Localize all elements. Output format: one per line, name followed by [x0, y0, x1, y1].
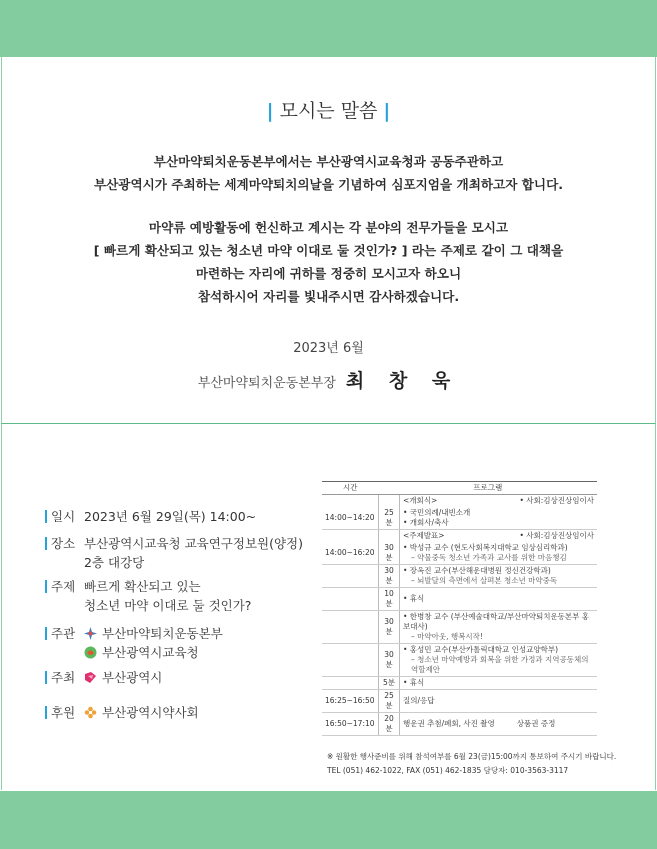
info-label: 장소 — [45, 534, 79, 553]
rsvp-note: ※ 원활한 행사준비를 위해 참석여부를 6월 23(금)15:00까지 통보하여 주시기 바랍니다. — [327, 752, 617, 761]
page-title — [0, 96, 657, 123]
info-value: 빠르게 확산되고 있는 청소년 마약 이대로 둘 것인가? — [84, 579, 252, 613]
header-time: 시간 — [322, 482, 379, 495]
pharmacist-association-logo-icon — [84, 706, 97, 719]
info-value: 부산마약퇴치운동본부 부산광역시교육청 — [84, 624, 324, 662]
table-row: <주제발표> • 사회:김상진상임이사 — [322, 530, 597, 543]
info-value: 부산광역시교육청 교육연구정보원(양정) 2층 대강당 — [84, 536, 304, 570]
signature — [0, 366, 657, 393]
issue-date: 2023년 6월 — [293, 341, 364, 356]
signer-title: 부산마약퇴치운동본부장 — [197, 376, 336, 391]
info-label: 주제 — [45, 577, 79, 596]
bottom-band — [0, 791, 657, 849]
table-row: 30분 • 장옥진 교수(부산해운대병원 정신건강학과) – 뇌발달의 측면에서 살펴본 청소년 마약중독 — [322, 565, 597, 588]
table-row: 30분 • 한병창 교수 (부산예술대학교/부산마약퇴치운동본부 홍보대사) – 마약아웃, 행복시작! — [322, 611, 597, 644]
info-value: 부산광역시 — [84, 668, 324, 687]
info-label: 후원 — [45, 703, 79, 722]
title-text: 모시는 말씀 — [279, 100, 378, 122]
info-label: 주최 — [45, 668, 79, 687]
info-label: 주관 — [45, 624, 79, 643]
table-row: 5분 • 휴식 — [322, 677, 597, 690]
busan-city-logo-icon — [84, 671, 97, 684]
table-row: 10분 • 휴식 — [322, 588, 597, 611]
info-value: 2023년 6월 29일(목) 14:00~ — [84, 509, 257, 524]
greeting-line: 부산광역시가 주최하는 세계마약퇴치의날을 기념하여 심포지엄을 개최하고자 합니다. — [93, 177, 564, 192]
greeting-line: 마약류 예방활동에 헌신하고 계시는 각 분야의 전무가들을 모시고 — [148, 220, 509, 235]
info-label: 일시 — [45, 507, 79, 526]
table-row: 14:00~14:20 25분 • 국민의례/내빈소개 • 개회사/축사 — [322, 507, 597, 530]
header-program: 프로그램 — [379, 482, 598, 495]
info-value: 부산광역시약사회 — [84, 703, 324, 722]
program-schedule-table — [322, 481, 597, 736]
title-bar-left: | — [266, 100, 274, 122]
title-bar-right: | — [383, 100, 391, 122]
signer-name: 최 창 욱 — [345, 370, 460, 392]
greeting-line: [ 빠르게 확산되고 있는 청소년 마약 이대로 둘 것인가? ] 라는 주제로 같이 그 대책을 — [93, 243, 564, 258]
table-row: 16:50~17:10 20분 행운권 추첨/폐회, 사진 촬영 상품권 증정 — [322, 713, 597, 736]
table-row: 16:25~16:50 25분 질의/응답 — [322, 690, 597, 713]
greeting-line: 부산마약퇴치운동본부에서는 부산광역시교육청과 공동주관하고 — [153, 154, 504, 169]
greeting-para-1 — [0, 150, 657, 196]
busan-drug-center-logo-icon — [84, 627, 97, 640]
greeting-para-2 — [0, 216, 657, 308]
table-row: 30분 • 홍성민 교수(부산카톨릭대학교 인성교양학부) – 청소년 마약예방과 회복을 위한 가정과 지역공동체의 역할제안 — [322, 644, 597, 677]
top-band — [0, 0, 657, 57]
contact-info: TEL (051) 462-1022, FAX (051) 462-1835 담당자: 010-3563-3117 — [327, 766, 569, 775]
table-row: <개회식> • 사회:김상진상임이사 — [322, 495, 597, 508]
greeting-line: 참석하시어 자리를 빛내주시면 감사하겠습니다. — [197, 289, 460, 304]
table-header-row — [322, 482, 597, 495]
busan-education-office-logo-icon — [84, 646, 97, 659]
table-row: 14:00~16:20 30분 • 박성규 교수 (현도사회복지대학교 임상심리학과) – 약물중독 청소년 가족과 교사를 위한 마음챙김 — [322, 542, 597, 565]
greeting-line: 마련하는 자리에 귀하를 정중히 모시고자 하오니 — [195, 266, 462, 281]
